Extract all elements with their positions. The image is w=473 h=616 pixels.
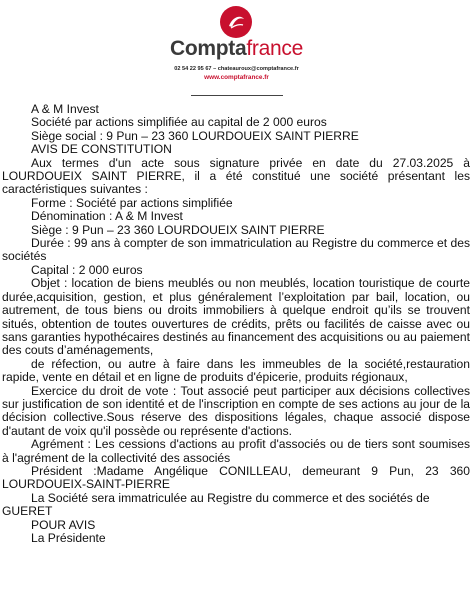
signature-line: La Présidente (31, 531, 106, 545)
letterhead (0, 0, 473, 100)
head-office: Siège social : 9 Pun – 23 360 LOURDOUEIX SAINT PIERRE (31, 128, 359, 143)
capital-line: Capital : 2 000 euros (31, 262, 143, 277)
intro-paragraph: Aux termes d'un acte sous signature privée en date du 27.03.2025 à LOURDOUEIX SAINT PIERRE, il a été constitué une société présentant les caractéristiques suivantes : (2, 155, 470, 197)
closing-line: POUR AVIS (31, 517, 96, 532)
object-paragraph: Objet : location de biens meublés ou non meublés, location touristique de courte durée,acquisition, gestion, et plus généralement l’exploitation par bail, location, ou autrement, de tous biens ou droits immobiliers à quelque endroit qu’ils se trouvent situés, obtention de toutes ouvertures de crédits, prêts ou facilités de caisse avec ou sans garanties hypothécaires destinés au financement des acquisitions ou au paiement des couts d’aménagements, (2, 276, 470, 358)
comptafrance-logo-icon (220, 6, 252, 38)
swoosh-icon (226, 13, 246, 31)
contact-line: 02 54 22 95 67 – chateauroux@comptafrance.fr (174, 66, 299, 72)
president-paragraph: Président :Madame Angélique CONILLEAU, demeurant 9 Pun, 23 360 LOURDOUEIX-SAINT-PIERRE (2, 463, 470, 492)
brand-name (0, 37, 473, 61)
object-continued: de réfection, ou autre à faire dans les immeubles de la société,restauration rapide, vente en détail et en ligne de produits d'épicerie, produits régionaux, (2, 356, 470, 385)
legal-notice (2, 103, 470, 545)
company-form-capital: Société par actions simplifiée au capital de 2 000 euros (31, 115, 327, 130)
seat-line: Siège : 9 Pun – 23 360 LOURDOUEIX SAINT PIERRE (31, 222, 325, 237)
website-link[interactable]: www.comptafrance.fr (204, 74, 269, 81)
duration-line: Durée : 99 ans à compter de son immatriculation au Registre du commerce et des sociétés (2, 236, 470, 264)
registration-line: La Société sera immatriculée au Registre du commerce et des sociétés de GUERET (2, 490, 430, 519)
brand-part-compta: Compta (170, 37, 247, 60)
denomination-line: Dénomination : A & M Invest (31, 209, 183, 224)
header-divider (191, 95, 283, 96)
company-name: A & M Invest (31, 102, 99, 116)
notice-title: AVIS DE CONSTITUTION (31, 142, 172, 157)
brand-part-france: france (246, 37, 303, 60)
approval-paragraph: Agrément : Les cessions d'actions au profit d'associés ou de tiers sont soumises à l'agrément de la collectivité des associés (2, 437, 470, 465)
voting-paragraph: Exercice du droit de vote : Tout associé peut participer aux décisions collectives sur justification de son identité et de l'inscription en compte de ses actions au jour de la décision collective.Sous réserve des dispositions légales, chaque associé dispose d'autant de voix qu'il possède ou représente d'actions. (2, 383, 470, 438)
form-line: Forme : Société par actions simplifiée (31, 195, 233, 210)
